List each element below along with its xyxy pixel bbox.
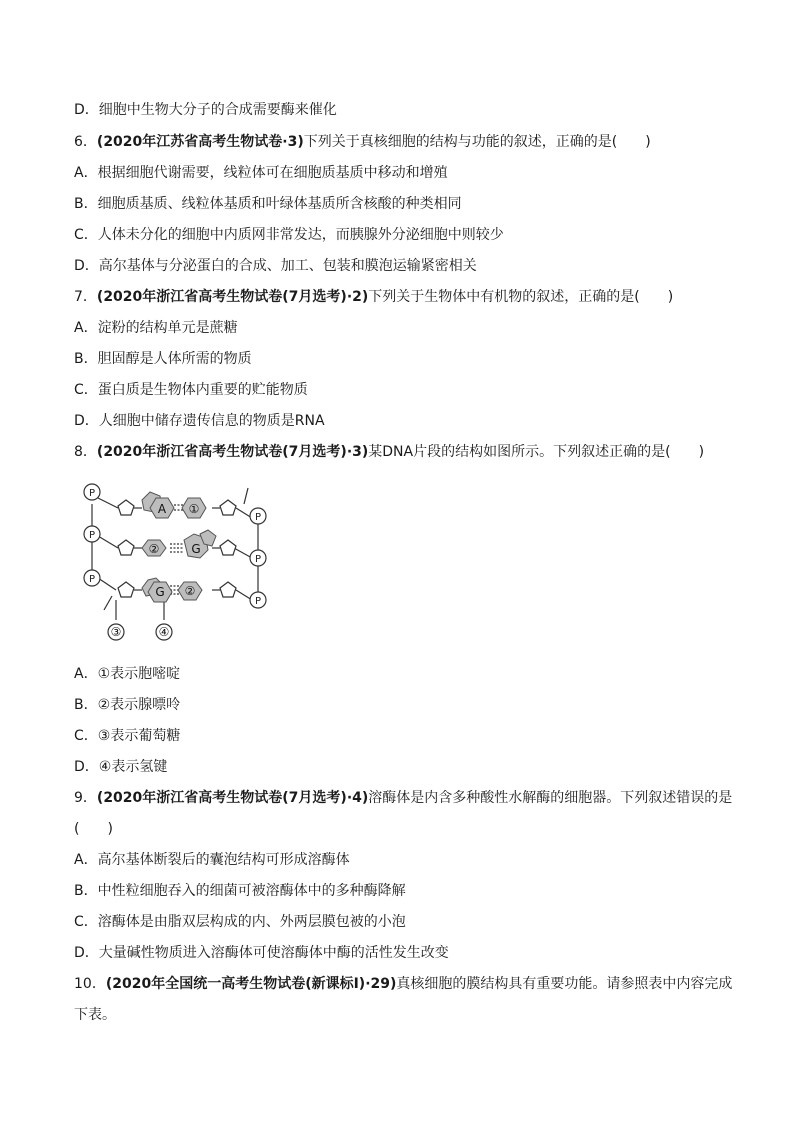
question-8-stem <box>74 442 704 462</box>
q7-option-a: A．淀粉的结构单元是蔗糖 <box>74 320 238 336</box>
q6-option-c: C．人体未分化的细胞中内质网非常发达，而胰腺外分泌细胞中则较少 <box>74 227 504 243</box>
base-g-label: G <box>155 585 165 599</box>
q7-option-d: D．人细胞中储存遗传信息的物质是RNA <box>74 413 325 429</box>
question-6-stem <box>74 132 651 152</box>
phosphate-label: P <box>254 596 262 607</box>
q8-option-a: A．①表示胞嘧啶 <box>74 666 181 682</box>
phosphate-label: P <box>88 530 96 541</box>
question-source: (2020年浙江省高考生物试卷(7月选考)·3) <box>96 444 369 460</box>
base-g-label: G <box>191 542 201 556</box>
question-number: 7． <box>74 289 97 305</box>
q8-option-d: D．④表示氢键 <box>74 759 168 775</box>
question-text: 某DNA片段的结构如图所示。下列叙述正确的是( ) <box>368 444 705 460</box>
question-source: (2020年浙江省高考生物试卷(7月选考)·4) <box>96 790 369 806</box>
question-number: 10． <box>74 976 106 992</box>
question-text: 下列关于生物体中有机物的叙述，正确的是( ) <box>368 289 674 305</box>
question-7-stem <box>74 287 673 307</box>
q6-option-d: D．高尔基体与分泌蛋白的合成、加工、包装和膜泡运输紧密相关 <box>74 258 477 274</box>
question-10-stem <box>74 974 732 994</box>
q5-option-d: D．细胞中生物大分子的合成需要酶来催化 <box>74 102 337 118</box>
q7-option-c: C．蛋白质是生物体内重要的贮能物质 <box>74 382 308 398</box>
q9-option-b: B．中性粒细胞吞入的细菌可被溶酶体中的多种酶降解 <box>74 883 406 899</box>
phosphate-label: P <box>88 574 96 585</box>
question-number: 9． <box>74 790 97 806</box>
q9-option-d: D．大量碱性物质进入溶酶体可使溶酶体中酶的活性发生改变 <box>74 945 449 961</box>
phosphate-label: P <box>254 512 262 523</box>
question-number: 8． <box>74 444 97 460</box>
question-number: 6． <box>74 134 97 150</box>
base-2-label: ② <box>148 542 160 556</box>
question-text: 下列关于真核细胞的结构与功能的叙述，正确的是( ) <box>303 134 651 150</box>
question-text: 真核细胞的膜结构具有重要功能。请参照表中内容完成 <box>396 976 733 992</box>
q6-option-b: B．细胞质基质、线粒体基质和叶绿体基质所含核酸的种类相同 <box>74 196 462 212</box>
question-9-stem <box>74 788 732 808</box>
label-4: ④ <box>158 625 170 639</box>
label-3: ③ <box>110 625 122 639</box>
q9-option-c: C．溶酶体是由脂双层构成的内、外两层膜包被的小泡 <box>74 914 406 930</box>
question-10-stem-continued: 下表。 <box>74 1007 116 1023</box>
dna-structure-diagram <box>76 478 276 646</box>
question-source: (2020年全国统一高考生物试卷(新课标Ⅰ)·29) <box>105 976 397 992</box>
question-source: (2020年浙江省高考生物试卷(7月选考)·2) <box>96 289 369 305</box>
phosphate-label: P <box>88 488 96 499</box>
q7-option-b: B．胆固醇是人体所需的物质 <box>74 351 252 367</box>
q6-option-a: A．根据细胞代谢需要，线粒体可在细胞质基质中移动和增殖 <box>74 165 448 181</box>
q8-option-b: B．②表示腺嘌呤 <box>74 697 181 713</box>
question-text: 溶酶体是内含多种酸性水解酶的细胞器。下列叙述错误的是 <box>368 790 733 806</box>
base-1-label: ① <box>188 502 200 516</box>
base-2-label: ② <box>184 584 196 598</box>
answer-paren: ( ) <box>74 821 113 837</box>
phosphate-label: P <box>254 554 262 565</box>
q8-option-c: C．③表示葡萄糖 <box>74 728 181 744</box>
base-a-label: A <box>157 502 167 516</box>
question-source: (2020年江苏省高考生物试卷·3) <box>96 134 304 150</box>
q9-option-a: A．高尔基体断裂后的囊泡结构可形成溶酶体 <box>74 852 350 868</box>
